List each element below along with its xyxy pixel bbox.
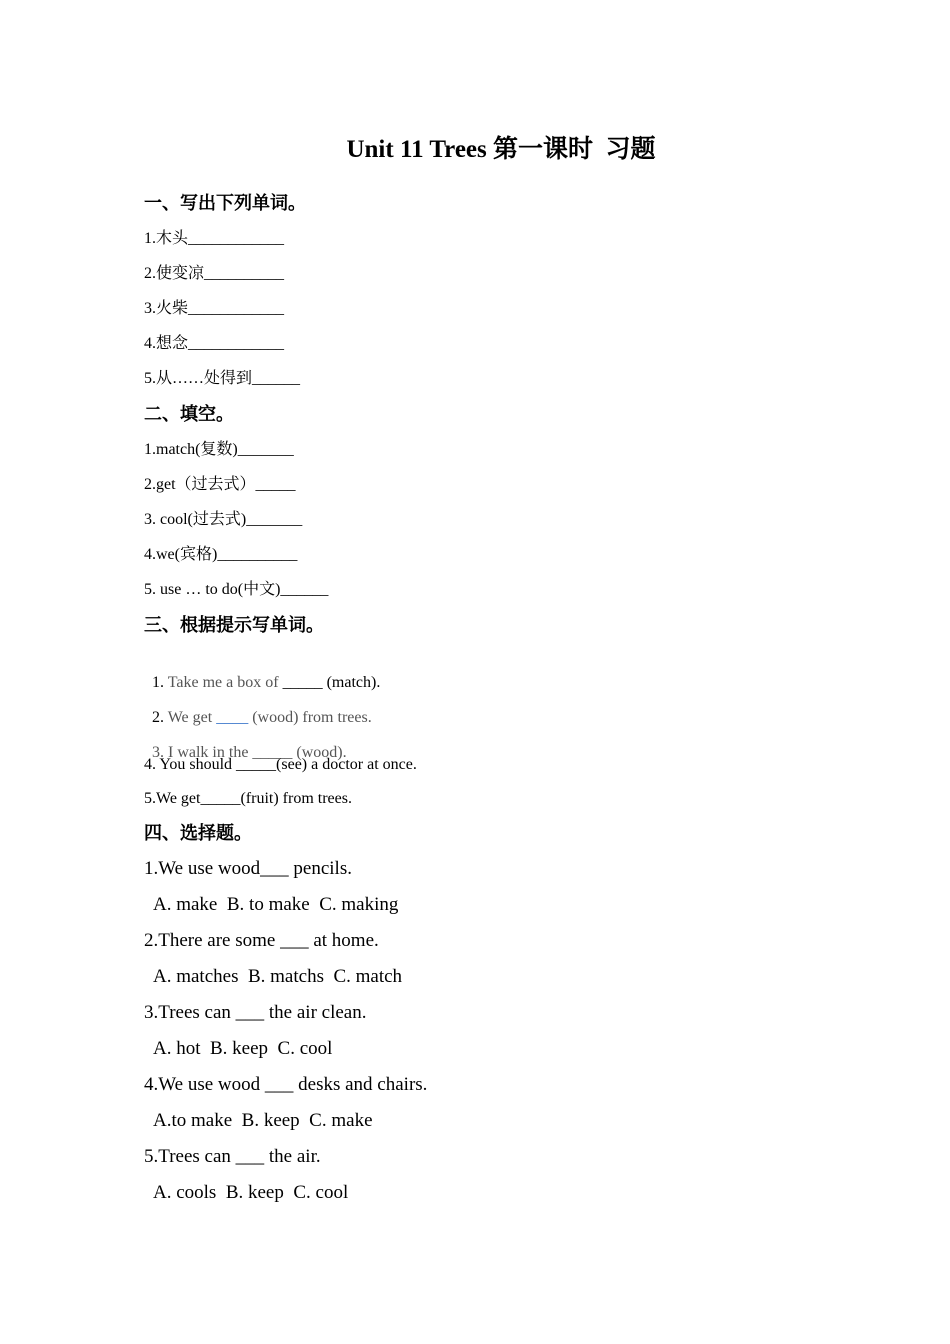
page-title: Unit 11 Trees 第一课时 习题 — [346, 136, 656, 163]
choice-options: A. hot B. keep C. cool — [153, 1038, 333, 1059]
question-line: 4.we(宾格)__________ — [144, 546, 298, 563]
choice-question: 3.Trees can ___ the air clean. — [144, 1002, 367, 1023]
question-hint: (wood) from trees. — [248, 709, 372, 726]
question-line: 5. use … to do(中文)______ — [144, 581, 329, 598]
question-number: 1. — [152, 674, 168, 691]
question-line: 4. You should _____(see) a doctor at once. — [144, 756, 417, 773]
question-hint: (wood). — [292, 744, 347, 761]
question-hint: (match). — [322, 674, 381, 691]
answer-blank: ____ — [216, 709, 249, 726]
choice-question: 5.Trees can ___ the air. — [144, 1146, 321, 1167]
section-heading-hint-words: 三、根据提示写单词。 — [144, 615, 324, 636]
choice-question: 1.We use wood___ pencils. — [144, 858, 352, 879]
choice-question: 2.There are some ___ at home. — [144, 930, 379, 951]
section-heading-fill: 二、填空。 — [144, 404, 234, 425]
choice-options: A.to make B. keep C. make — [153, 1110, 373, 1131]
question-line: 1.match(复数)_______ — [144, 441, 294, 458]
section-heading-words: 一、写出下列单词。 — [144, 193, 306, 214]
question-line: 2.get（过去式）_____ — [144, 476, 296, 493]
question-line: 4.想念____________ — [144, 335, 285, 352]
section-heading-choice: 四、选择题。 — [144, 823, 252, 844]
question-line: 3.火柴____________ — [144, 300, 285, 317]
choice-options: A. matches B. matchs C. match — [153, 966, 403, 987]
answer-blank: _____ — [252, 744, 293, 761]
question-line: 5.We get_____(fruit) from trees. — [144, 790, 352, 807]
question-number: 3. — [152, 744, 168, 761]
question-text: Take me a box of — [167, 674, 283, 691]
choice-question: 4.We use wood ___ desks and chairs. — [144, 1074, 428, 1095]
question-line: 5.从……处得到______ — [144, 370, 301, 387]
question-number: 2. — [152, 709, 168, 726]
question-line: 3. cool(过去式)_______ — [144, 511, 303, 528]
question-text: I walk in the — [168, 744, 253, 761]
question-line: 2.使变凉__________ — [144, 265, 285, 282]
choice-options: A. make B. to make C. making — [153, 894, 399, 915]
choice-options: A. cools B. keep C. cool — [153, 1182, 349, 1203]
question-line: 1.木头____________ — [144, 230, 285, 247]
question-text: We get — [167, 709, 217, 726]
answer-blank: _____ — [282, 674, 323, 691]
